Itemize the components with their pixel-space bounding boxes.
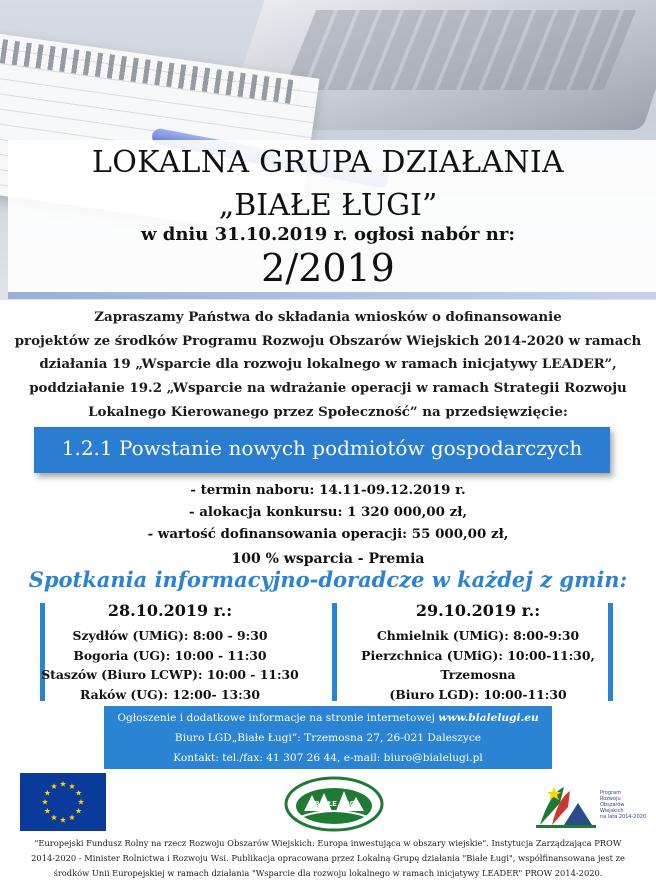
term-deadline: - termin naboru: 14.11-09.12.2019 r. [190,482,466,498]
intro-line: Lokalnego Kierowanego przez Społeczność” na przedsięwzięcie: [88,403,568,420]
meeting-slot: Szydłów (UMiG): 8:00 - 9:30 [72,628,268,643]
info-contact: Kontakt: tel./fax: 41 307 26 44, e-mail: biuro@bialelugi.pl [173,752,483,764]
meeting-slot: Chmielnik (UMiG): 8:00-9:30 [376,628,580,643]
footer-line: 2014-2020 - Minister Rolnictwa i Rozwoju Wsi. Publikacja opracowana przez Lokalną Grupę działania "Białe Ługi", współfinansowana jest ze [31,853,625,863]
footer-line: "Europejski Fundusz Rolny na rzecz Rozwoju Obszarów Wiejskich: Europa inwestująca w obszary wiejskie". Instytucja Zarządzająca PROW [34,838,622,848]
intro-line: Zapraszamy Państwa do składania wniosków o dofinansowanie [94,309,562,325]
footer-note [0,836,656,881]
lgd-biale-lugi-logo [282,775,386,833]
meetings-day-2 [328,600,628,704]
term-allocation: - alokacja konkursu: 1 320 000,00 zł, [188,504,468,520]
title-underline [8,292,656,299]
footer-line: środków Unii Europejskiej w ramach działania "Wsparcie dla rozwoju lokalnego w ramach inicjatywy LEADER" PROW 2014-2020. [53,868,603,878]
intro-line: działania 19 „Wsparcie dla rozwoju lokalnego w ramach inicjatywy LEADER”, [39,356,617,373]
info-website-text: Ogłoszenie i dodatkowe informacje na stronie internetowej [117,712,435,724]
call-terms [0,479,656,545]
prow-text-line: Obszarów [600,802,625,808]
meeting-slot: Trzemosna [440,667,516,682]
intro-line: poddziałanie 19.2 „Wsparcie na wdrażanie operacji w ramach Strategii Rozwoju [29,380,627,397]
meetings-title: Spotkania informacyjno-doradcze w każdej z gmin: [28,567,628,592]
prow-text-line: Wiejskich [600,808,624,814]
keyboard-image [284,10,636,90]
eu-flag-logo [20,773,106,831]
info-website-line [104,708,552,728]
meeting-slot: Bogoria (UG): 10:00 - 11:30 [73,647,267,663]
prow-logo-text [600,790,646,820]
meeting-slot: Staszów (Biuro LCWP): 10:00 - 11:30 [41,667,299,682]
meeting-date: 28.10.2019 r.: [107,601,233,620]
prow-text-line: Program [600,790,622,796]
info-box [104,706,552,769]
intro-paragraph [0,306,656,425]
org-name: „BIAŁE ŁUGI” [218,188,438,223]
meetings-day-1 [20,600,320,704]
intro-line: projektów ze środków Programu Rozwoju Obszarów Wiejskich 2014-2020 w ramach [14,332,642,349]
prow-text-line: na lata 2014-2020 [600,814,647,820]
lgd-logo-text: BIAŁE ŁUGI [314,800,358,808]
support-premium: 100 % wsparcia - Premia [231,551,425,567]
project-banner: 1.2.1 Powstanie nowych podmiotów gospodarczych [34,427,610,473]
prow-text-line: Rozwoju [600,796,621,802]
call-number: 2/2019 [261,246,395,290]
meeting-slot: Pierzchnica (UMiG): 10:00-11:30, [361,647,595,663]
term-funding: - wartość dofinansowania operacji: 55 000,00 zł, [147,526,509,542]
website-link[interactable]: www.bialelugi.eu [438,712,539,724]
info-address: Biuro LGD„Białe Ługi”: Trzemosna 27, 26-021 Daleszyce [174,732,482,744]
announcement-date: w dniu 31.10.2019 r. ogłosi nabór nr: [140,224,516,245]
meeting-date: 29.10.2019 r.: [415,601,541,620]
meeting-slot: (Biuro LGD): 10:00-11:30 [389,686,567,702]
org-title: LOKALNA GRUPA DZIAŁANIA [91,145,565,180]
meeting-slot: Raków (UG): 12:00- 13:30 [79,686,260,702]
